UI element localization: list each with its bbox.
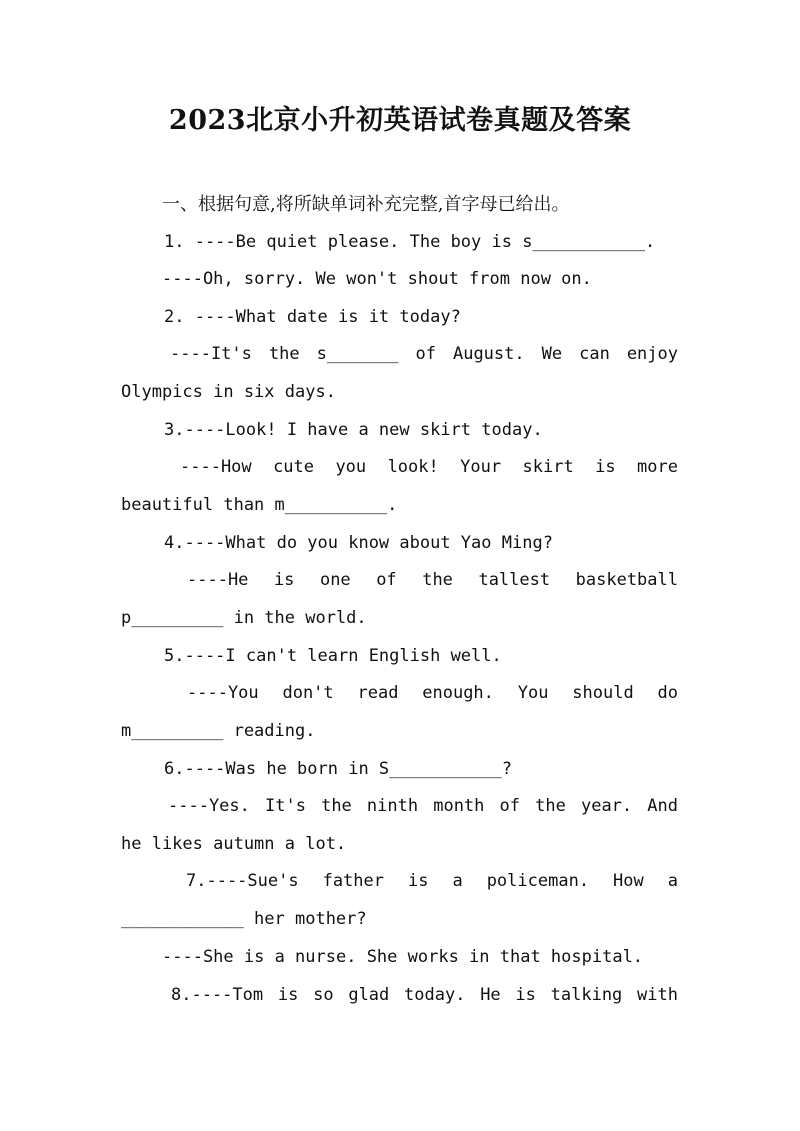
answer-line-continued: Olympics in six days.: [121, 382, 336, 402]
page-title: 2023北京小升初英语试卷真题及答案: [168, 105, 632, 136]
answer-line: ----Oh, sorry. We won't shout from now on.: [162, 269, 592, 289]
answer-line: ----Yes. It's the ninth month of the year. And: [168, 796, 678, 816]
question-line: 6.----Was he born in S___________?: [164, 759, 512, 779]
answer-line: ----How cute you look! Your skirt is more: [180, 457, 678, 477]
question-line-continued: ____________ her mother?: [121, 909, 367, 929]
question-line: 7.----Sue's father is a policeman. How a: [186, 871, 678, 891]
answer-line-continued: he likes autumn a lot.: [121, 834, 347, 854]
section-heading: 一、根据句意,将所缺单词补充完整,首字母已给出。: [162, 194, 570, 215]
question-line: 1. ----Be quiet please. The boy is s___________.: [164, 232, 656, 252]
answer-line: ----He is one of the tallest basketball: [187, 570, 678, 590]
answer-line-continued: p_________ in the world.: [121, 608, 367, 628]
answer-line-continued: beautiful than m__________.: [121, 495, 398, 515]
question-line: 3.----Look! I have a new skirt today.: [164, 420, 543, 440]
question-line: 8.----Tom is so glad today. He is talking with: [171, 985, 678, 1005]
answer-line: ----She is a nurse. She works in that hospital.: [162, 947, 644, 967]
answer-line-continued: m_________ reading.: [121, 721, 316, 741]
question-line: 5.----I can't learn English well.: [164, 646, 502, 666]
question-line: 2. ----What date is it today?: [164, 307, 461, 327]
answer-line: ----It's the s_______ of August. We can enjoy: [170, 344, 678, 364]
question-line: 4.----What do you know about Yao Ming?: [164, 533, 553, 553]
answer-line: ----You don't read enough. You should do: [187, 683, 678, 703]
